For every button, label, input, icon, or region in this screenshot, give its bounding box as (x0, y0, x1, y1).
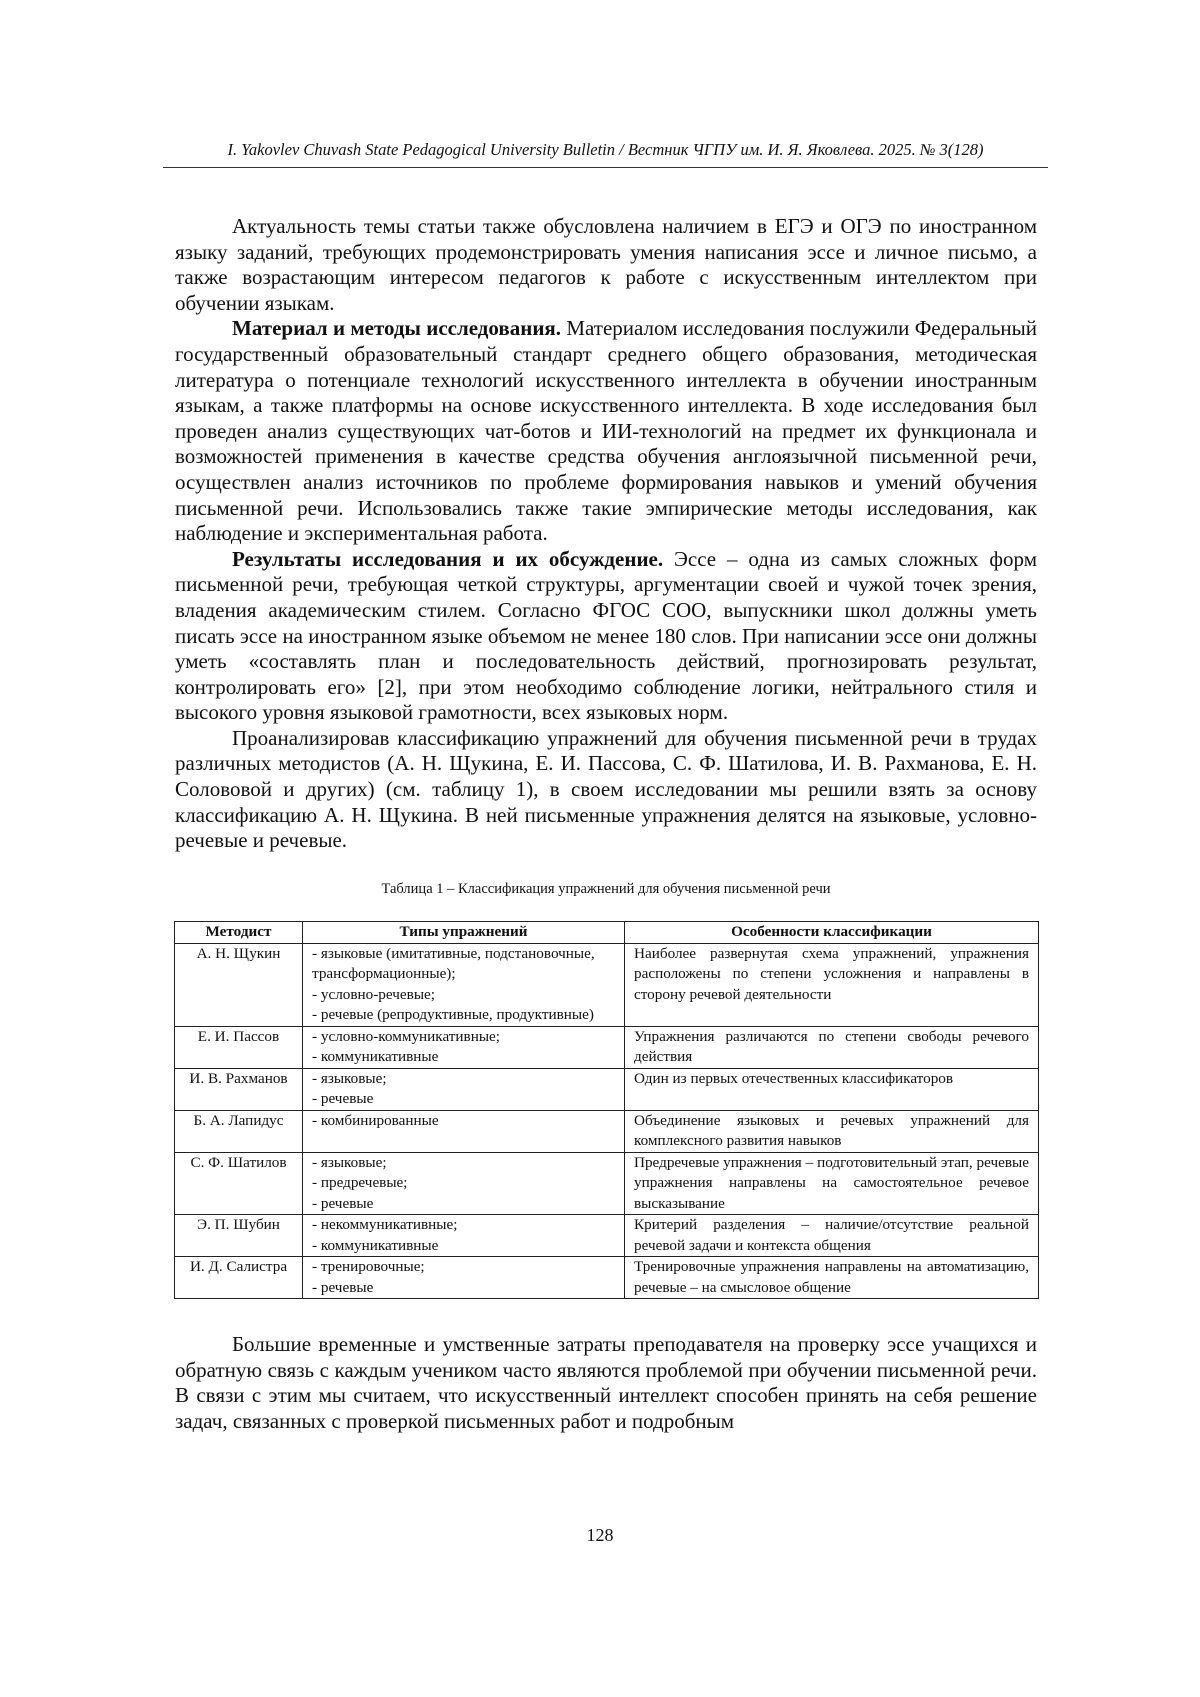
exercise-type-item: - языковые; (312, 1069, 387, 1087)
article-body (175, 214, 1037, 854)
cell-classification-features: Критерий разделения – наличие/отсутствие реальной речевой задачи и контекста общения (625, 1215, 1039, 1257)
table-row (175, 1257, 1039, 1299)
paragraph-text: Материалом исследования послужили Федеральный государственный образовательный стандарт среднего общего образования, методическая литература о потенциале технологий искусственного интеллекта в обучении иностранным языкам, а также платформы на основе искусственного интеллекта. В ходе исследования был проведен анализ существующих чат-ботов и ИИ-технологий на предмет их функционала и возможностей применения в качестве средства обучения англоязычной письменной речи, осуществлен анализ источников по проблеме формирования навыков и умений обучения письменной речи. Использовались также такие эмпирические методы исследования, как наблюдение и экспериментальная работа. (175, 316, 1038, 546)
exercise-type-item: - языковые; (312, 1153, 387, 1171)
paragraph-classification (175, 726, 1037, 854)
cell-classification-features: Наиболее развернутая схема упражнений, упражнения расположены по степени усложнения и направлены в сторону речевой деятельности (625, 943, 1039, 1026)
cell-classification-features: Упражнения различаются по степени свободы речевого действия (625, 1026, 1039, 1068)
cell-exercise-types (303, 1215, 625, 1257)
cell-methodist: Б. А. Лапидус (175, 1110, 303, 1152)
cell-methodist: И. В. Рахманов (175, 1068, 303, 1110)
column-header-features: Особенности классификации (625, 922, 1039, 944)
cell-methodist: С. Ф. Шатилов (175, 1152, 303, 1215)
table-row (175, 1152, 1039, 1215)
table-row (175, 1026, 1039, 1068)
exercise-type-item: - коммуникативные (312, 1236, 439, 1254)
exercise-type-item: - речевые (312, 1194, 374, 1212)
paragraph-text: Эссе – одна из самых сложных форм письменной речи, требующая четкой структуры, аргументации своей и чужой точек зрения, владения академическим стилем. Согласно ФГОС СОО, выпускники школ должны уметь писать эссе на иностранном языке объемом не менее 180 слов. При написании эссе они должны уметь «составлять план и последовательность действий, прогнозировать результат, контролировать его» [2], при этом необходимо соблюдение логики, нейтрального стиля и высокого уровня языковой грамотности, всех языковых норм. (175, 546, 1037, 725)
exercise-type-item: - языковые (имитативные, подстановочные, трансформационные); (312, 944, 595, 982)
exercise-type-item: - речевые (312, 1090, 374, 1107)
cell-exercise-types (303, 1257, 625, 1299)
table-row (175, 1068, 1039, 1110)
cell-classification-features: Предречевые упражнения – подготовительный этап, речевые упражнения направлены на самостоятельное речевое высказывание (625, 1152, 1039, 1215)
exercise-type-item: - комбинированные (312, 1111, 439, 1129)
cell-methodist: И. Д. Салистра (175, 1257, 303, 1299)
paragraph-ai-checking: Большие временные и умственные затраты преподавателя на проверку эссе учащихся и обратную связь с каждым учеником часто являются проблемой при обучении письменной речи. В связи с этим мы считаем, что искусственный интеллект способен принять на себя решение задач, связанных с проверкой письменных работ и подробным (175, 1332, 1037, 1433)
cell-exercise-types (303, 1026, 625, 1068)
cell-methodist: Э. П. Шубин (175, 1215, 303, 1257)
section-heading-results: Результаты исследования и их обсуждение. (232, 546, 664, 571)
paragraph-materials-methods (175, 316, 1037, 546)
column-header-methodist: Методист (175, 922, 303, 944)
cell-classification-features: Один из первых отечественных классификаторов (625, 1068, 1039, 1110)
exercise-type-item: - предречевые; (312, 1174, 408, 1191)
cell-classification-features: Объединение языковых и речевых упражнений для комплексного развития навыков (625, 1110, 1039, 1152)
cell-classification-features: Тренировочные упражнения направлены на автоматизацию, речевые – на смысловое общение (625, 1257, 1039, 1299)
cell-methodist: А. Н. Щукин (175, 943, 303, 1026)
exercise-type-item: - речевые (312, 1278, 374, 1296)
exercise-type-item: - коммуникативные (312, 1048, 439, 1065)
section-heading-materials: Материал и методы исследования. (232, 316, 562, 341)
paragraph-relevance (175, 214, 1037, 316)
cell-exercise-types (303, 1110, 625, 1152)
classification-table (174, 921, 1039, 1299)
exercise-type-item: - условно-речевые; (312, 985, 435, 1003)
exercise-type-item: - речевые (репродуктивные, продуктивные) (312, 1006, 594, 1023)
exercise-type-item: - некоммуникативные; (312, 1216, 458, 1233)
table-row (175, 943, 1039, 1026)
paragraph-results (175, 547, 1037, 726)
cell-exercise-types (303, 1068, 625, 1110)
table-header-row (175, 922, 1039, 944)
exercise-type-item: - тренировочные; (312, 1258, 425, 1275)
header-divider (163, 167, 1048, 168)
table-body (175, 943, 1039, 1299)
paragraph-text: Проанализировав классификацию упражнений для обучения письменной речи в трудах различных методистов (А. Н. Щукина, Е. И. Пассова, С. Ф. Шатилова, И. В. Рахманова, Е. Н. Солововой и других) (см. таблицу 1), в своем исследовании мы решили взять за основу классификацию А. Н. Щукина. В ней письменные упражнения делятся на языковые, условно-речевые и речевые. (175, 725, 1037, 853)
running-header: I. Yakovlev Chuvash State Pedagogical University Bulletin / Вестник ЧГПУ им. И. Я. Яковлева. 2025. № 3(128) (227, 140, 984, 159)
cell-exercise-types (303, 1152, 625, 1215)
column-header-types: Типы упражнений (303, 922, 625, 944)
page-number: 128 (586, 1525, 614, 1545)
table-row (175, 1110, 1039, 1152)
table-caption: Таблица 1 – Классификация упражнений для обучения письменной речи (381, 881, 831, 897)
cell-methodist: Е. И. Пассов (175, 1026, 303, 1068)
paragraph-text: Актуальность темы статьи также обусловлена наличием в ЕГЭ и ОГЭ по иностранном языку заданий, требующих продемонстрировать умения написания эссе и личное письмо, а также возрастающим интересом педагогов к работе с искусственным интеллектом при обучении языкам. (175, 214, 1037, 315)
exercise-type-item: - условно-коммуникативные; (312, 1027, 501, 1045)
article-body-continued (175, 1332, 1037, 1434)
cell-exercise-types (303, 943, 625, 1026)
table-row (175, 1215, 1039, 1257)
